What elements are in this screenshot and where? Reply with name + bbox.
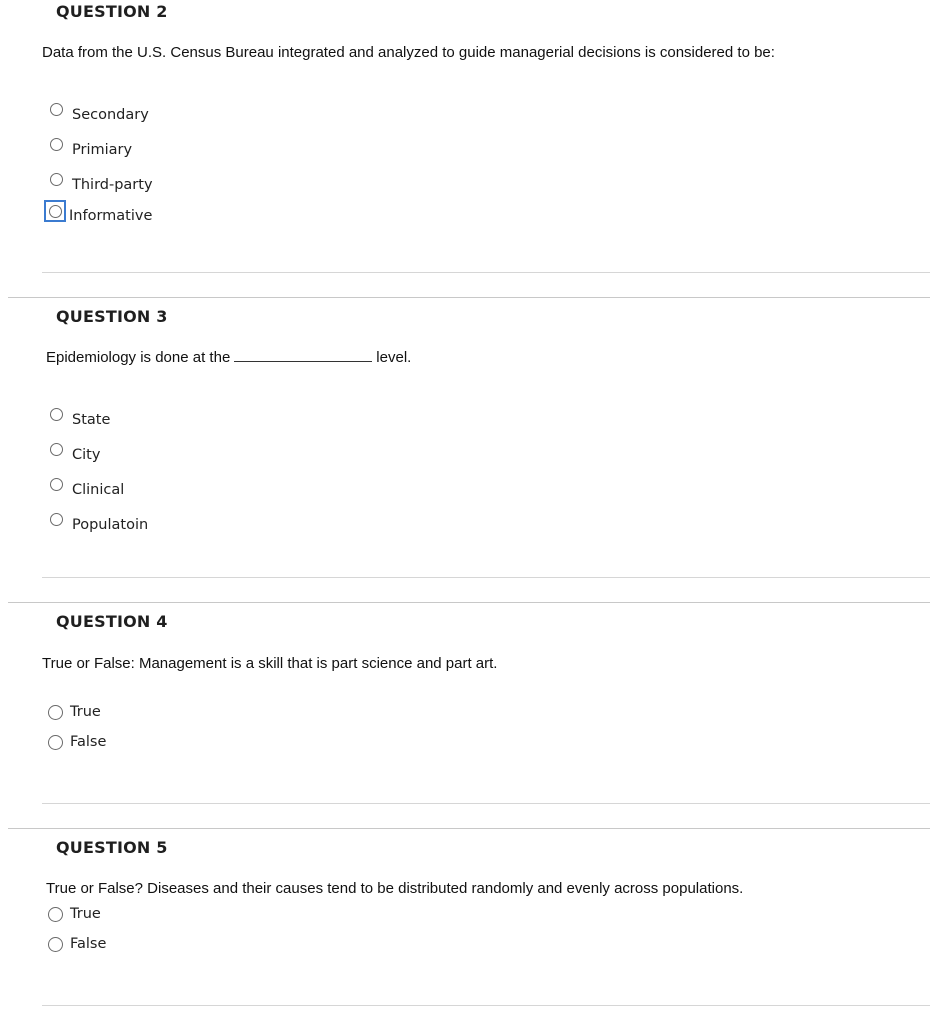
radio-button[interactable]	[50, 173, 63, 186]
radio-button[interactable]	[50, 478, 63, 491]
radio-focus-ring[interactable]	[44, 200, 66, 222]
divider	[42, 272, 930, 273]
radio-button[interactable]	[48, 907, 63, 922]
q2-option-primiary[interactable]	[50, 130, 132, 158]
q4-option-false[interactable]	[48, 734, 106, 750]
question-separator	[8, 828, 930, 829]
option-label: State	[72, 412, 111, 428]
radio-button[interactable]	[48, 937, 63, 952]
question-4-text: True or False: Management is a skill that is part science and part art.	[42, 655, 498, 672]
q5-option-false[interactable]	[48, 936, 106, 952]
radio-button[interactable]	[50, 138, 63, 151]
question-4-title: QUESTION 4	[56, 612, 168, 631]
q2-option-third-party[interactable]	[50, 165, 153, 193]
q4-option-true[interactable]	[48, 704, 101, 720]
option-label: Third-party	[72, 177, 153, 193]
option-label: True	[70, 704, 101, 720]
radio-button[interactable]	[50, 513, 63, 526]
option-label: False	[70, 936, 107, 952]
question-2-title: QUESTION 2	[56, 2, 168, 21]
radio-button[interactable]	[48, 735, 63, 750]
question-separator	[8, 602, 930, 603]
q3-option-state[interactable]	[50, 400, 110, 428]
divider	[42, 577, 930, 578]
option-label: True	[70, 906, 101, 922]
q2-option-informative[interactable]	[48, 198, 152, 224]
radio-button[interactable]	[48, 705, 63, 720]
q3-option-populatoin[interactable]	[50, 505, 148, 533]
question-2-text: Data from the U.S. Census Bureau integrated and analyzed to guide managerial decisions is considered to be:	[42, 44, 775, 61]
q2-option-secondary[interactable]	[50, 95, 149, 123]
option-label: False	[70, 734, 107, 750]
option-label: Populatoin	[72, 517, 149, 533]
question-5-title: QUESTION 5	[56, 838, 168, 857]
question-3-text-before: Epidemiology is done at the	[46, 349, 231, 366]
option-label: Primiary	[72, 142, 133, 158]
radio-button[interactable]	[50, 103, 63, 116]
question-3-title: QUESTION 3	[56, 307, 168, 326]
fill-in-blank-line	[234, 349, 372, 362]
option-label: Informative	[69, 208, 153, 224]
radio-button[interactable]	[50, 408, 63, 421]
option-label: Secondary	[72, 107, 149, 123]
q3-option-city[interactable]	[50, 435, 100, 463]
radio-button[interactable]	[50, 443, 63, 456]
q3-option-clinical[interactable]	[50, 470, 124, 498]
option-label: Clinical	[72, 482, 125, 498]
question-separator	[8, 297, 930, 298]
divider	[42, 803, 930, 804]
question-3-text-after: level.	[376, 349, 412, 366]
question-3-text	[46, 349, 411, 366]
divider	[42, 1005, 930, 1006]
question-5-text: True or False? Diseases and their causes tend to be distributed randomly and evenly across populations.	[46, 880, 744, 897]
q5-option-true[interactable]	[48, 906, 101, 922]
radio-button[interactable]	[49, 205, 62, 218]
option-label: City	[72, 447, 101, 463]
